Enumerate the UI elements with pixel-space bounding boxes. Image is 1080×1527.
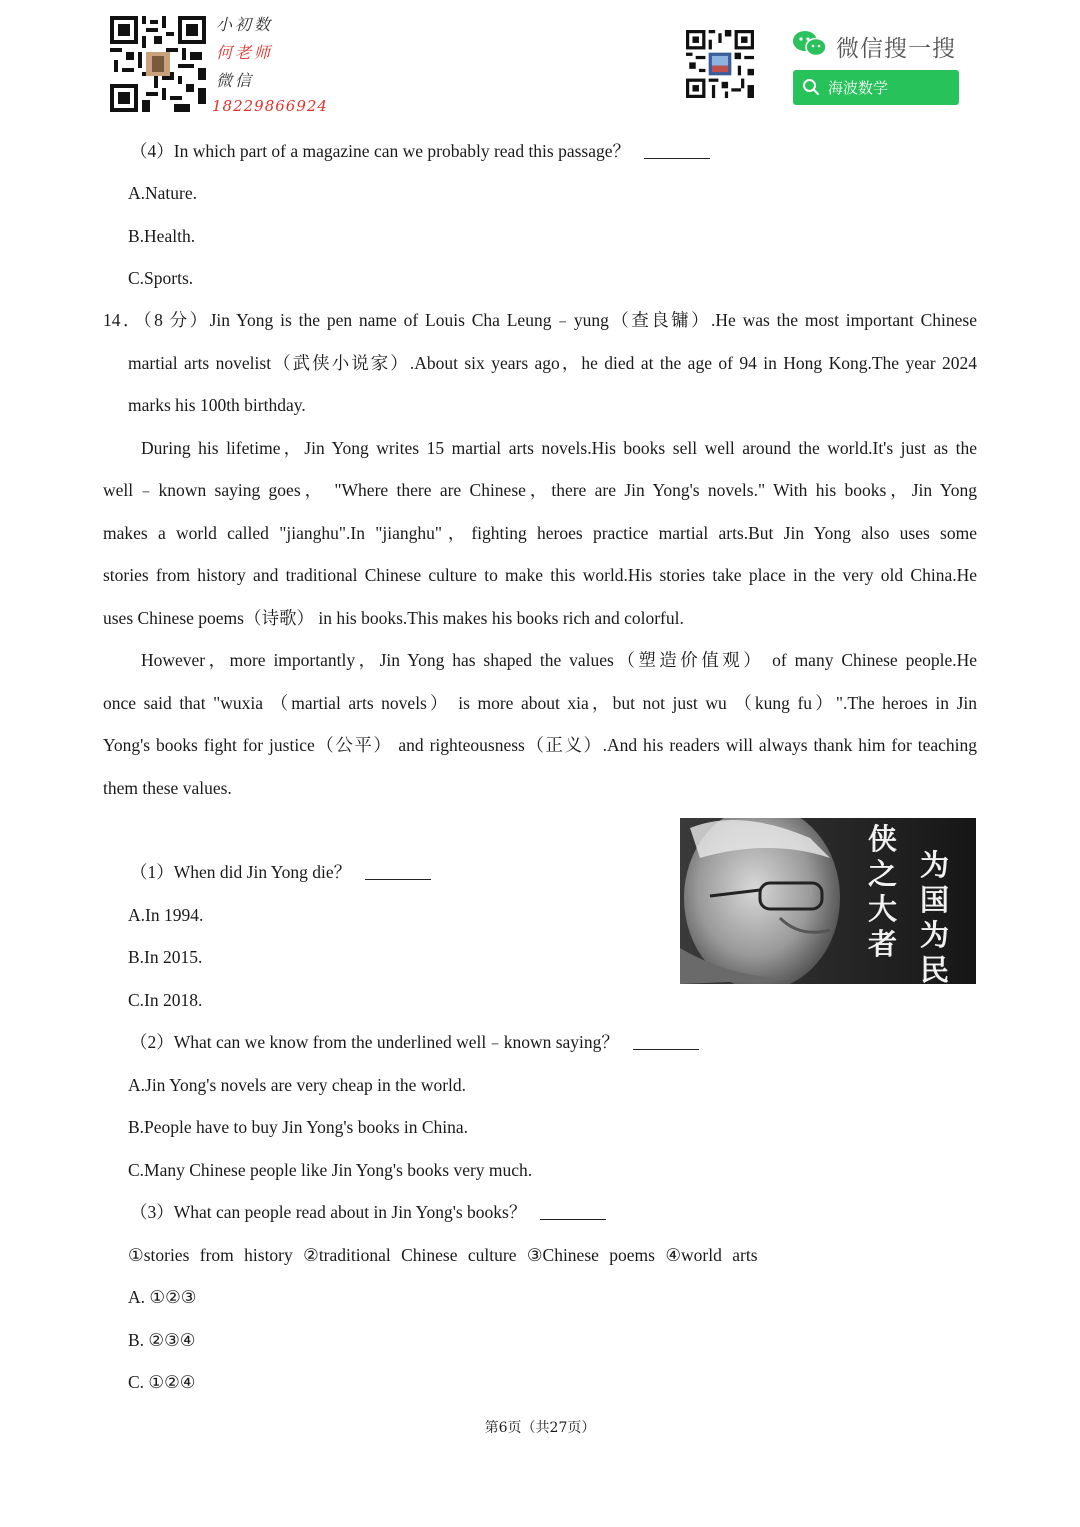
jin-yong-portrait-image xyxy=(680,818,976,984)
q14-intro-line: 14．（8 分）Jin Yong is the pen name of Louis Cha Leung﹣yung（查良镛）.He was the most important Chinese xyxy=(103,310,977,330)
q14-sub1-question xyxy=(130,860,431,884)
paragraph-line: However，more importantly，Jin Yong has shaped the values（塑造价值观） of many Chinese people.He xyxy=(141,650,977,670)
paragraph-line: stories from history and traditional Chinese culture to make this world.His stories take place in the very old China.He xyxy=(103,565,977,585)
wechat-search-button[interactable] xyxy=(793,70,959,105)
search-icon xyxy=(802,78,820,96)
q14-intro-line: martial arts novelist（武侠小说家）.About six years ago，he died at the age of 94 in Hong Kong.The year 2024 xyxy=(128,353,977,373)
page-number: 第6页（共27页） xyxy=(484,1420,596,1436)
q14-sub2-question xyxy=(130,1030,699,1054)
answer-blank[interactable] xyxy=(365,862,431,880)
qr-code-icon xyxy=(686,30,754,98)
calligraphy-column-1: 侠之大者 xyxy=(868,822,898,961)
qr-code-icon xyxy=(110,16,206,112)
q13-part4-question xyxy=(130,139,710,163)
option: A.In 1994. xyxy=(128,905,204,925)
qr-code-right xyxy=(686,30,754,98)
option: B. ②③④ xyxy=(128,1330,196,1350)
option: A.Jin Yong's novels are very cheap in the world. xyxy=(128,1075,467,1095)
option: B.In 2015. xyxy=(128,947,203,967)
option: A. ①②③ xyxy=(128,1287,197,1307)
choices-line: ①stories from history ②traditional Chinese culture ③Chinese poems ④world arts xyxy=(128,1245,758,1265)
question-text: （4）In which part of a magazine can we probably read this passage？ xyxy=(130,141,631,161)
question-text: （1）When did Jin Yong die？ xyxy=(130,862,352,882)
wechat-button-label: 海波数学 xyxy=(828,79,889,97)
contact-line-2: 何老师 xyxy=(216,43,274,62)
contact-line-1: 小初数 xyxy=(216,15,274,34)
q14-sub3-question xyxy=(130,1200,606,1224)
paragraph-line: Yong's books fight for justice（公平） and righteousness（正义）.And his readers will always thank him for teaching xyxy=(103,735,977,755)
answer-blank[interactable] xyxy=(540,1202,606,1220)
answer-blank[interactable] xyxy=(644,141,710,159)
option: A.Nature. xyxy=(128,183,198,203)
contact-phone: 18229866924 xyxy=(212,97,328,115)
wechat-logo-icon xyxy=(792,28,828,60)
option: C.Sports. xyxy=(128,268,194,288)
option: B.Health. xyxy=(128,226,196,246)
paragraph-line: once said that "wuxia （martial arts novels） is more about xia，but not just wu （kung fu）".The heroes in Jin xyxy=(103,693,977,713)
paragraph-line: them these values. xyxy=(103,778,232,798)
option: C. ①②④ xyxy=(128,1372,196,1392)
wechat-search-label: 微信搜一搜 xyxy=(836,36,956,62)
question-text: （2）What can we know from the underlined well﹣known saying？ xyxy=(130,1032,619,1052)
paragraph-line: uses Chinese poems（诗歌） in his books.This makes his books rich and colorful. xyxy=(103,608,684,628)
answer-blank[interactable] xyxy=(633,1032,699,1050)
calligraphy-column-2: 为国为民 xyxy=(920,848,950,984)
paragraph-line: makes a world called "jianghu".In "jianghu"，fighting heroes practice martial arts.But Jin Yong also uses some xyxy=(103,523,977,543)
paragraph-line: well﹣known saying goes， "Where there are Chinese，there are Jin Yong's novels." With his books，Jin Yong xyxy=(103,480,977,500)
option: B.People have to buy Jin Yong's books in China. xyxy=(128,1117,469,1137)
question-text: （3）What can people read about in Jin Yong's books？ xyxy=(130,1202,527,1222)
contact-line-3: 微信 xyxy=(216,71,255,90)
option: C.Many Chinese people like Jin Yong's books very much. xyxy=(128,1160,533,1180)
option: C.In 2018. xyxy=(128,990,203,1010)
qr-code-left xyxy=(110,16,206,112)
paragraph-line: During his lifetime，Jin Yong writes 15 martial arts novels.His books sell well around the world.It's just as the xyxy=(141,438,977,458)
q14-intro-line: marks his 100th birthday. xyxy=(128,395,306,415)
